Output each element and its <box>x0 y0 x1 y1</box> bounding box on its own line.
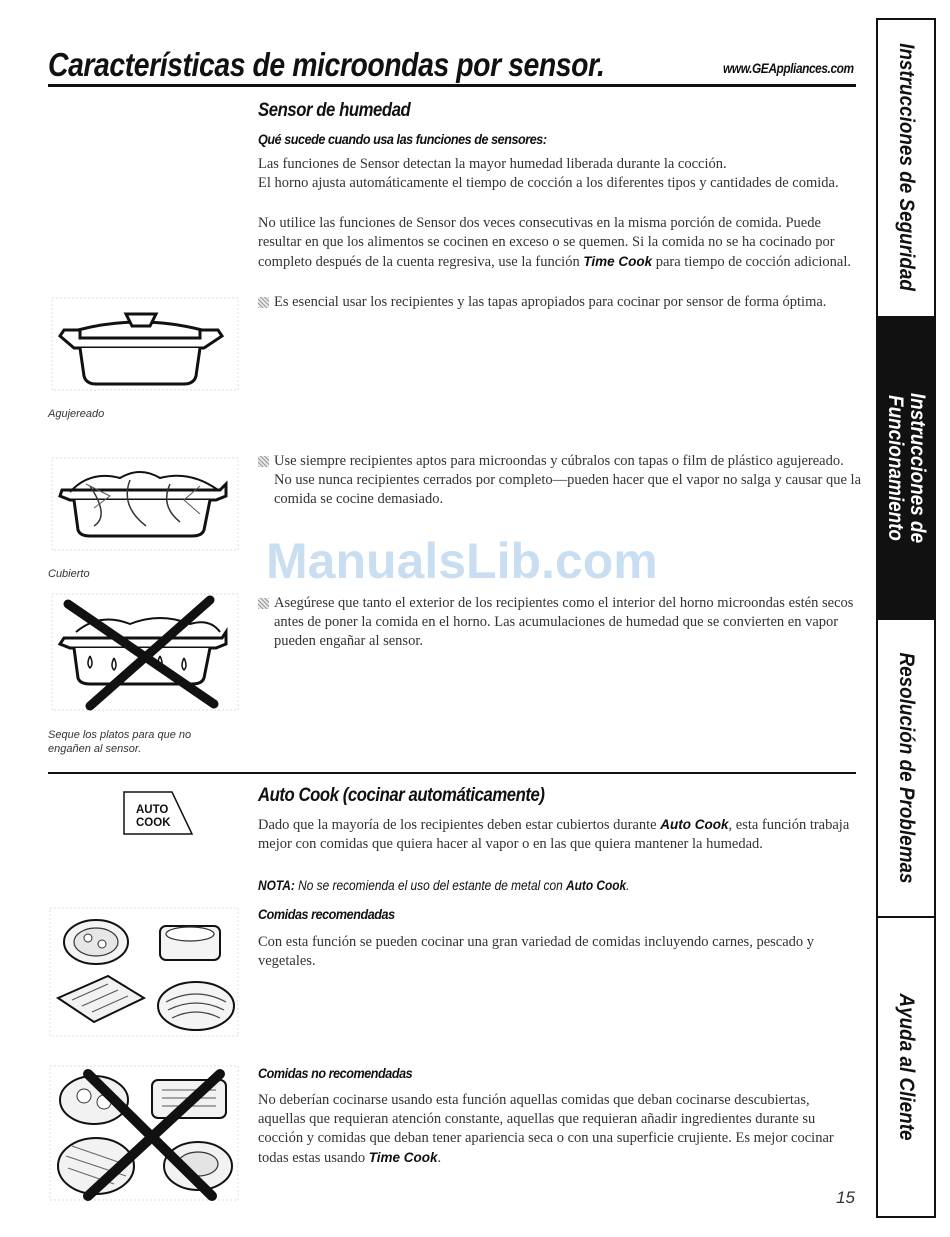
tab-operating-instructions[interactable] <box>878 318 934 620</box>
sensor-bullet-1 <box>258 293 864 312</box>
tab-operating-line1: Instrucciones de <box>906 392 929 544</box>
wet-dish-crossed-illustration <box>50 592 240 712</box>
header-rule <box>48 84 856 87</box>
page-number: 15 <box>836 1188 855 1207</box>
note-text: No se recomienda el uso del estante de metal con <box>294 877 567 893</box>
website-link[interactable]: www.GEAppliances.com <box>723 60 854 76</box>
sensor-bullet-3-text: Asegúrese que tanto el exterior de los recipientes como el interior del horno microondas estén secos antes de poner la comida en el horno. Las acumulaciones de humedad que se convierten en vapor pueden engañar al sensor. <box>274 595 854 649</box>
page-title: Características de microondas por sensor. <box>48 46 605 83</box>
auto-cook-button-line2: COOK <box>136 817 171 829</box>
sensor-bullet-1-text: Es esencial usar los recipientes y las tapas apropiados para cocinar por sensor de forma óptima. <box>274 294 827 310</box>
section-rule <box>48 772 856 774</box>
sensor-para-2-end: para tiempo de cocción adicional. <box>652 254 851 270</box>
not-recommended-end: . <box>437 1150 442 1166</box>
sensor-para-2 <box>258 214 853 272</box>
note-auto-cook-term: Auto Cook <box>566 877 627 893</box>
vented-casserole-illustration <box>50 296 240 392</box>
sensor-para-1 <box>258 155 853 193</box>
recommended-foods-text: Con esta función se pueden cocinar una gran variedad de comidas incluyendo carnes, pescado y vegetales. <box>258 934 815 969</box>
tab-troubleshooting[interactable] <box>878 620 934 918</box>
auto-cook-para-end: , esta función trabaja mejor con comidas que quiera hacer al vapor o en las que quiera mantener la humedad. <box>258 817 850 852</box>
auto-cook-note <box>258 877 629 893</box>
tab-customer-help[interactable] <box>878 918 934 1218</box>
recommended-foods-heading: Comidas recomendadas <box>258 906 395 922</box>
note-label: NOTA: <box>258 877 295 893</box>
sensor-bullet-2-text: Use siempre recipientes aptos para microondas y cúbralos con tapas o film de plástico agujereado. No use nunca recipientes cerrados por completo—pueden hacer que el vapor no salga y causar que la comida se cocine demasiado. <box>274 453 862 507</box>
time-cook-term: Time Cook <box>583 254 653 269</box>
caption-vented: Agujereado <box>48 408 105 420</box>
bullet-box-icon <box>258 598 269 609</box>
sensor-para-1-line2: El horno ajusta automáticamente el tiempo de cocción a los diferentes tipos y cantidades de comida. <box>258 175 839 191</box>
sensor-bullet-2 <box>258 452 864 509</box>
auto-cook-term: Auto Cook <box>660 817 729 832</box>
not-recommended-text: No deberían cocinarse usando esta función aquellas comidas que deban cocinarse descubiertas, aquellas que requieran atención constante, aquellas que requieran añadir ingredientes durante su cocción y comidas que deban tener apariencia seca o con una superficie crujiente. Es mejor cocinar todas estas usando <box>258 1092 834 1166</box>
bullet-box-icon <box>258 456 269 467</box>
covered-dish-illustration <box>50 456 240 552</box>
section-tabs <box>876 18 936 1218</box>
caption-dry-dishes-line1: Seque los platos para que no <box>48 729 192 741</box>
auto-cook-button-line1: AUTO <box>136 804 169 816</box>
not-recommended-foods-illustration <box>48 1064 240 1202</box>
sensor-bullet-3 <box>258 594 864 651</box>
sensor-subheading: Qué sucede cuando usa las funciones de sensores: <box>258 131 547 147</box>
caption-dry-dishes-line2: engañen al sensor. <box>48 743 142 755</box>
watermark: ManualsLib.com <box>266 533 658 589</box>
not-recommended-foods-text <box>258 1091 853 1168</box>
tab-safety-instructions[interactable] <box>878 18 934 318</box>
auto-cook-para-text: Dado que la mayoría de los recipientes deben estar cubiertos durante <box>258 817 661 833</box>
bullet-box-icon <box>258 297 269 308</box>
tab-safety-label: Instrucciones de Seguridad <box>895 43 918 291</box>
auto-cook-button-illustration <box>122 790 194 836</box>
auto-cook-heading: Auto Cook (cocinar automáticamente) <box>258 785 545 806</box>
caption-dry-dishes <box>48 728 191 756</box>
tab-operating-label <box>884 393 928 543</box>
note-end: . <box>626 877 630 893</box>
recommended-foods-illustration <box>48 906 240 1038</box>
sensor-heading: Sensor de humedad <box>258 100 411 121</box>
tab-customer-help-label: Ayuda al Cliente <box>895 993 918 1141</box>
not-recommended-foods-heading: Comidas no recomendadas <box>258 1065 413 1081</box>
caption-covered: Cubierto <box>48 568 90 580</box>
sensor-para-2-text: No utilice las funciones de Sensor dos veces consecutivas en la misma porción de comida. Puede resultar en que los alimentos se cocinen en exceso o se quemen. Si la comida no se ha cocinado por completo después de la cuenta regresiva, use la función <box>258 215 835 270</box>
tab-troubleshooting-label: Resolución de Problemas <box>895 652 918 884</box>
sensor-para-1-line1: Las funciones de Sensor detectan la mayor humedad liberada durante la cocción. <box>258 156 727 172</box>
auto-cook-para <box>258 815 853 854</box>
tab-operating-line2: Funcionamiento <box>884 395 907 541</box>
time-cook-term-2: Time Cook <box>368 1150 438 1165</box>
